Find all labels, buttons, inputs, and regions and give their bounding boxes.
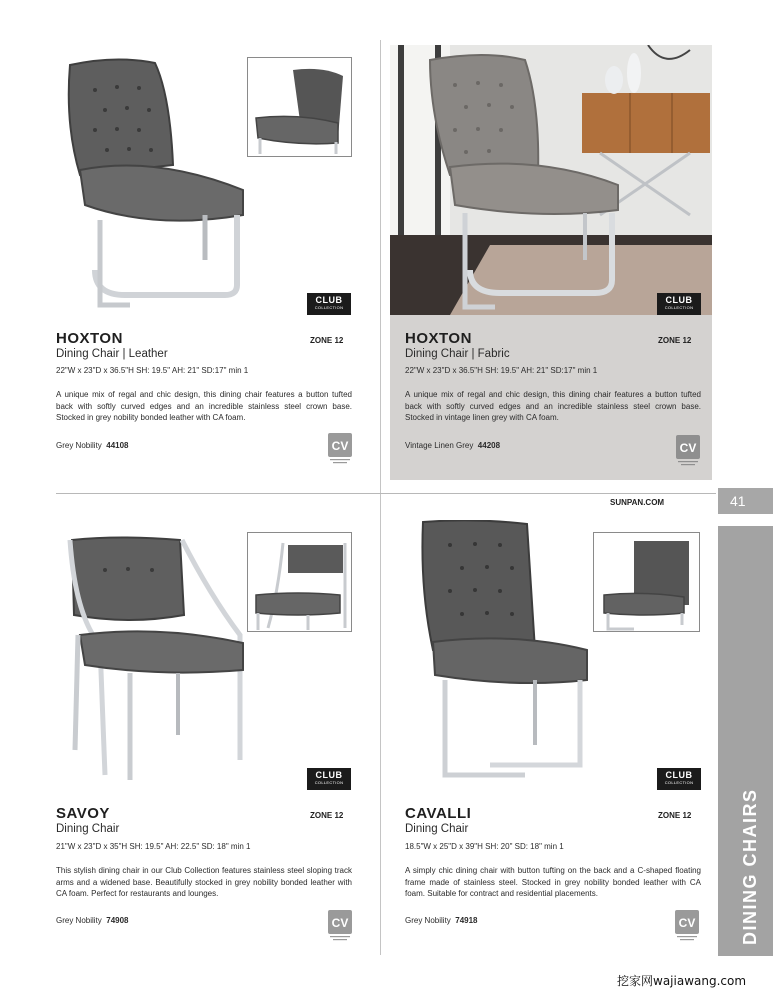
- product-subtitle: Dining Chair: [405, 823, 469, 835]
- product-dimensions: 18.5"W x 25"D x 39"H SH: 20" SD: 18" min 1: [405, 842, 564, 851]
- hoxton-leather-chair-image: [55, 55, 255, 315]
- product-zone: ZONE 12: [310, 811, 344, 820]
- cavalli-chair-image: [415, 520, 595, 785]
- product-dimensions: 21"W x 23"D x 35"H SH: 19.5" AH: 22.5" SD: 18" min 1: [56, 842, 251, 851]
- finish-label: Grey Nobility: [56, 441, 102, 450]
- savoy-chair-image: [60, 535, 250, 785]
- column-divider: [380, 40, 381, 955]
- hoxton-fabric-lifestyle-image: [390, 45, 712, 315]
- product-finish: [56, 916, 129, 925]
- product-card-hoxton-fabric: [390, 45, 712, 480]
- product-finish: [405, 441, 500, 450]
- cv-certification-icon: [328, 433, 352, 465]
- finish-code: 74908: [106, 916, 129, 925]
- product-card-hoxton-leather: [40, 40, 370, 480]
- club-collection-badge: CLUB COLLECTION: [657, 768, 701, 790]
- club-collection-badge: CLUB COLLECTION: [307, 293, 351, 315]
- finish-code: 74918: [455, 916, 478, 925]
- product-name: HOXTON: [405, 330, 472, 347]
- finish-label: Vintage Linen Grey: [405, 441, 474, 450]
- product-name: HOXTON: [56, 330, 123, 347]
- product-zone: ZONE 12: [658, 811, 692, 820]
- svg-text:CV: CV: [331, 916, 349, 930]
- page-number: 41: [718, 488, 773, 514]
- club-collection-badge: CLUB COLLECTION: [307, 768, 351, 790]
- hoxton-leather-inset-image: [247, 57, 352, 157]
- product-description: A unique mix of regal and chic design, this dining chair features a button tufted back with softly curved edges and an incredible stainless steel crown base. Stocked in vintage linen grey with CA foam.: [405, 390, 701, 422]
- savoy-inset-image: [247, 532, 352, 632]
- product-subtitle: Dining Chair: [56, 823, 120, 835]
- svg-text:CV: CV: [678, 916, 696, 930]
- section-title: DINING CHAIRS: [740, 788, 760, 945]
- product-subtitle: Dining Chair | Fabric: [405, 348, 510, 360]
- watermark: 挖家网wajiawang.com: [617, 974, 747, 988]
- product-card-savoy: [40, 520, 370, 960]
- finish-code: 44108: [106, 441, 129, 450]
- product-dimensions: 22"W x 23"D x 36.5"H SH: 19.5" AH: 21" SD:17" min 1: [405, 366, 598, 375]
- product-description: This stylish dining chair in our Club Collection features stainless steel sloping track arms and a widened base. Beautifully stocked in grey nobility bonded leather with CA foam. Perfect for restaurants and lounges.: [56, 866, 352, 898]
- finish-label: Grey Nobility: [56, 916, 102, 925]
- finish-label: Grey Nobility: [405, 916, 451, 925]
- product-name: SAVOY: [56, 805, 110, 822]
- cv-certification-icon: [676, 435, 700, 467]
- cv-certification-icon: [675, 910, 699, 942]
- svg-text:CV: CV: [331, 439, 349, 453]
- product-finish: [405, 916, 478, 925]
- club-collection-badge: CLUB COLLECTION: [657, 293, 701, 315]
- product-name: CAVALLI: [405, 805, 472, 822]
- product-zone: ZONE 12: [310, 336, 344, 345]
- finish-code: 44208: [477, 441, 501, 450]
- row-divider: [56, 493, 716, 494]
- cv-certification-icon: [328, 910, 352, 942]
- website-url: SUNPAN.COM: [610, 498, 665, 507]
- product-zone: ZONE 12: [658, 336, 692, 345]
- product-finish: [56, 441, 129, 450]
- product-card-cavalli: [390, 520, 712, 960]
- product-description: A simply chic dining chair with button tufting on the back and a C-shaped floating frame made of stainless steel. Stocked in grey nobility bonded leather with CA foam. Suitable for contract and residential placements.: [405, 866, 701, 898]
- product-subtitle: Dining Chair | Leather: [56, 348, 168, 360]
- product-description: A unique mix of regal and chic design, this dining chair features a button tufted back with softly curved edges and an incredible stainless steel crown base. Stocked in grey nobility bonded leather with CA foam.: [56, 390, 352, 422]
- svg-text:CV: CV: [679, 441, 697, 455]
- product-dimensions: 22"W x 23"D x 36.5"H SH: 19.5" AH: 21" SD:17" min 1: [56, 366, 249, 375]
- cavalli-inset-image: [593, 532, 700, 632]
